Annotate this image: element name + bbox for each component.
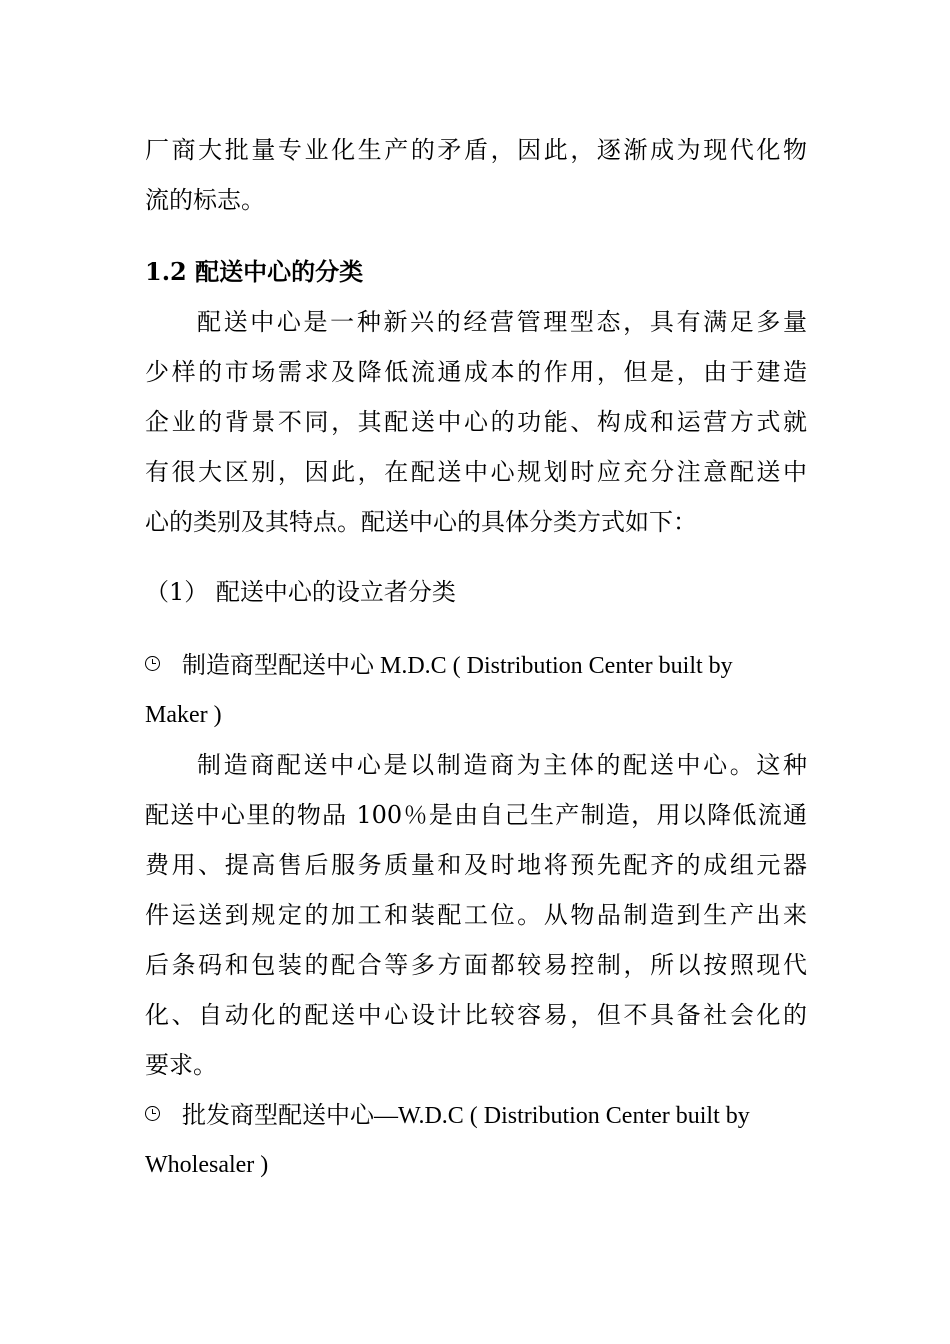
paragraph-line: 制造商配送中心是以制造商为主体的配送中心。这种 <box>197 751 807 779</box>
paragraph-line: Maker ) <box>145 702 222 728</box>
section-heading: 1.2 配送中心的分类 <box>145 257 364 286</box>
bullet-item <box>145 650 807 681</box>
paragraph-line: 后条码和包装的配合等多方面都较易控制，所以按照现代 <box>145 951 807 979</box>
paragraph-line: 企业的背景不同，其配送中心的功能、构成和运营方式就 <box>145 408 807 436</box>
paragraph-line: 要求。 <box>145 1051 217 1079</box>
paragraph-line: 费用、提高售后服务质量和及时地将预先配齐的成组元器 <box>145 851 807 879</box>
bullet-text: 制造商型配送中心 M.D.C ( Distribution Center built by <box>182 653 733 679</box>
paragraph-line: 有很大区别，因此，在配送中心规划时应充分注意配送中 <box>145 458 807 486</box>
paragraph-line: 配送中心是一种新兴的经营管理型态，具有满足多量 <box>197 308 807 336</box>
clock-icon <box>145 656 160 671</box>
paragraph-line: 配送中心里的物品 100％是由自己生产制造，用以降低流通 <box>145 801 807 829</box>
paragraph-line: 流的标志。 <box>145 186 265 214</box>
paragraph-line: Wholesaler ) <box>145 1152 269 1178</box>
paragraph-line: 厂商大批量专业化生产的矛盾，因此，逐渐成为现代化物 <box>145 136 807 164</box>
paragraph-line: 化、自动化的配送中心设计比较容易，但不具备社会化的 <box>145 1001 807 1029</box>
clock-icon <box>145 1106 160 1121</box>
paragraph-line: 件运送到规定的加工和装配工位。从物品制造到生产出来 <box>145 901 807 929</box>
paragraph-line: 少样的市场需求及降低流通成本的作用，但是，由于建造 <box>145 358 807 386</box>
subheading: （1） 配送中心的设立者分类 <box>145 578 456 606</box>
bullet-item <box>145 1100 807 1131</box>
bullet-text: 批发商型配送中心—W.D.C ( Distribution Center built by <box>182 1103 750 1129</box>
paragraph-line: 心的类别及其特点。配送中心的具体分类方式如下： <box>145 508 697 536</box>
